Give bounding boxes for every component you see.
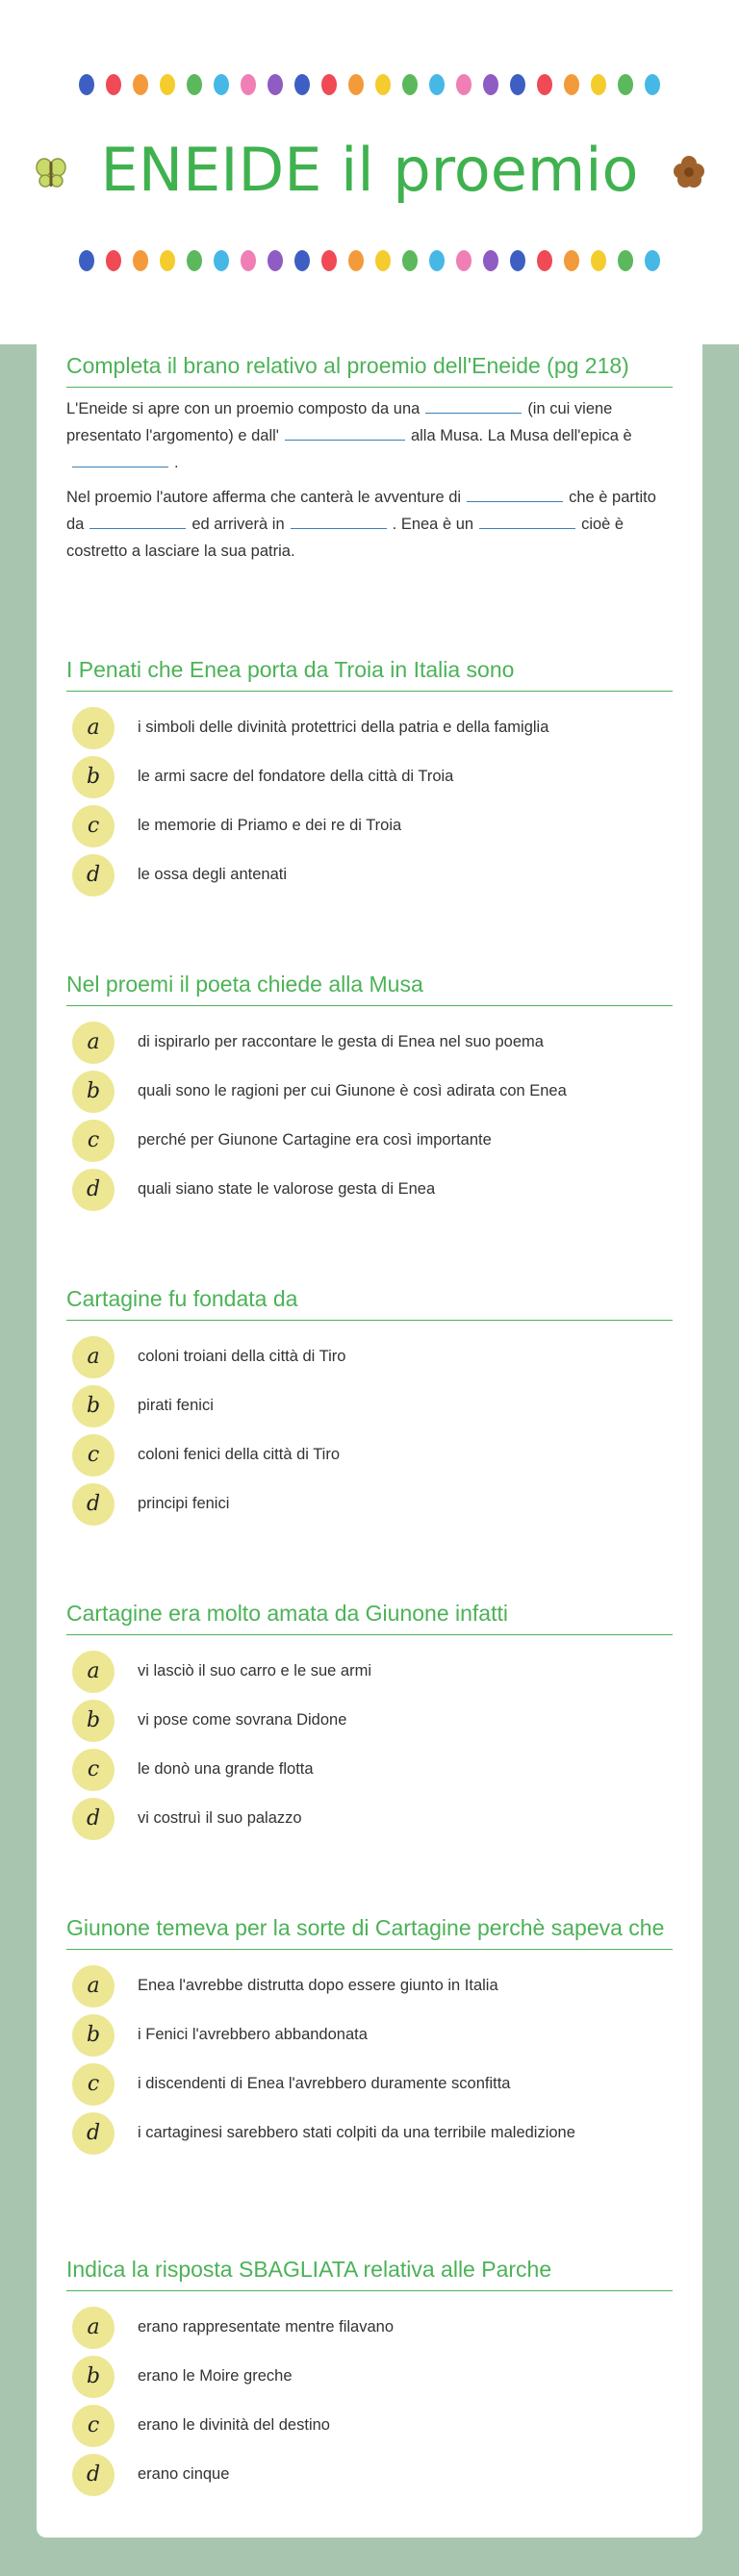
option-a[interactable] <box>66 1018 673 1067</box>
letter-badge: c <box>72 1120 115 1162</box>
option-text: coloni troiani della città di Tiro <box>138 1348 346 1365</box>
dot-decoration <box>321 74 337 95</box>
dot-decoration <box>160 250 175 271</box>
option-b[interactable] <box>66 1381 673 1430</box>
question-penati <box>66 656 673 899</box>
dot-decoration <box>241 250 256 271</box>
letter-badge: c <box>72 1749 115 1791</box>
fill-in-paragraph-1 <box>66 395 673 476</box>
option-text: quali sono le ragioni per cui Giunone è così adirata con Enea <box>138 1082 567 1099</box>
dot-decoration <box>456 74 471 95</box>
option-text: le donò una grande flotta <box>138 1760 314 1778</box>
option-a[interactable] <box>66 703 673 752</box>
dot-decoration <box>348 74 364 95</box>
dot-decoration <box>79 250 94 271</box>
option-c[interactable] <box>66 1430 673 1479</box>
option-a[interactable] <box>66 1961 673 2010</box>
dot-decoration <box>375 74 391 95</box>
dot-decoration <box>375 250 391 271</box>
blank-field[interactable] <box>285 423 405 441</box>
text-fragment: . Enea è un <box>392 516 474 533</box>
letter-badge: a <box>72 1651 115 1693</box>
dot-decoration <box>321 250 337 271</box>
dot-decoration <box>429 74 445 95</box>
dot-decoration <box>241 74 256 95</box>
option-d[interactable] <box>66 850 673 899</box>
text-fragment: L'Eneide si apre con un proemio composto da una <box>66 400 420 417</box>
option-text: vi pose come sovrana Didone <box>138 1711 347 1729</box>
section-fill-in <box>66 348 673 565</box>
page-title: ENEIDE il proemio <box>100 135 639 205</box>
option-d[interactable] <box>66 2109 673 2158</box>
option-text: i Fenici l'avrebbero abbandonata <box>138 2026 368 2043</box>
letter-badge: d <box>72 2454 115 2496</box>
blank-field[interactable] <box>89 512 186 529</box>
option-a[interactable] <box>66 1332 673 1381</box>
question-title: Giunone temeva per la sorte di Cartagine perchè sapeva che <box>66 1914 673 1950</box>
letter-badge: b <box>72 2014 115 2057</box>
option-b[interactable] <box>66 1067 673 1116</box>
option-text: le memorie di Priamo e dei re di Troia <box>138 817 402 834</box>
option-text: i simboli delle divinità protettrici della patria e della famiglia <box>138 719 549 736</box>
dot-decoration <box>348 250 364 271</box>
option-text: i discendenti di Enea l'avrebbero duramente sconfitta <box>138 2075 511 2092</box>
option-text: erano le divinità del destino <box>138 2416 330 2434</box>
dot-decoration <box>591 74 606 95</box>
dot-decoration <box>537 74 552 95</box>
question-title: Cartagine era molto amata da Giunone infatti <box>66 1600 673 1635</box>
option-text: pirati fenici <box>138 1397 214 1414</box>
question-parche <box>66 2256 673 2499</box>
option-text: i cartaginesi sarebbero stati colpiti da una terribile maledizione <box>138 2124 575 2141</box>
dot-decoration <box>510 250 525 271</box>
option-text: erano rappresentate mentre filavano <box>138 2318 394 2336</box>
option-c[interactable] <box>66 2401 673 2450</box>
text-fragment: ed arriverà in <box>191 516 285 533</box>
question-title: I Penati che Enea porta da Troia in Italia sono <box>66 656 673 692</box>
dot-decoration <box>591 250 606 271</box>
worksheet-card <box>37 344 702 2538</box>
option-d[interactable] <box>66 2450 673 2499</box>
option-c[interactable] <box>66 2059 673 2109</box>
options-list <box>66 1018 673 1214</box>
option-d[interactable] <box>66 1794 673 1843</box>
letter-badge: a <box>72 707 115 749</box>
option-d[interactable] <box>66 1479 673 1528</box>
letter-badge: b <box>72 1071 115 1113</box>
letter-badge: d <box>72 1483 115 1526</box>
fill-in-paragraph-2 <box>66 484 673 565</box>
option-text: principi fenici <box>138 1495 230 1512</box>
option-text: vi costruì il suo palazzo <box>138 1809 302 1827</box>
letter-badge: c <box>72 2063 115 2106</box>
dot-decoration <box>645 250 660 271</box>
text-fragment: Nel proemio l'autore afferma che canterà le avventure di <box>66 489 462 506</box>
dot-decoration <box>133 74 148 95</box>
question-title: Cartagine fu fondata da <box>66 1285 673 1321</box>
option-text: coloni fenici della città di Tiro <box>138 1446 341 1463</box>
option-text: Enea l'avrebbe distrutta dopo essere giunto in Italia <box>138 1977 498 1994</box>
letter-badge: d <box>72 854 115 897</box>
dot-decoration <box>268 74 283 95</box>
question-cartagine-fondata <box>66 1285 673 1528</box>
option-text: le ossa degli antenati <box>138 866 288 883</box>
dot-decoration <box>214 250 229 271</box>
option-text: di ispirarlo per raccontare le gesta di Enea nel suo poema <box>138 1033 544 1050</box>
letter-badge: c <box>72 2405 115 2447</box>
dot-decoration <box>510 74 525 95</box>
letter-badge: b <box>72 756 115 798</box>
dot-decoration <box>187 250 202 271</box>
option-a[interactable] <box>66 2303 673 2352</box>
text-fragment: (in cui viene presentato l'argomento) e dall' <box>66 400 613 444</box>
header <box>0 0 739 344</box>
letter-badge: b <box>72 2356 115 2398</box>
question-giunone-temeva <box>66 1914 673 2158</box>
blank-field[interactable] <box>72 450 168 467</box>
option-text: erano le Moire greche <box>138 2367 293 2385</box>
blank-field[interactable] <box>291 512 387 529</box>
question-musa <box>66 971 673 1214</box>
dot-decoration <box>133 250 148 271</box>
letter-badge: a <box>72 2307 115 2349</box>
options-list <box>66 2303 673 2499</box>
dot-decoration <box>429 250 445 271</box>
letter-badge: a <box>72 1965 115 2008</box>
letter-badge: c <box>72 805 115 847</box>
dot-decoration <box>483 250 498 271</box>
option-text: perché per Giunone Cartagine era così importante <box>138 1131 492 1149</box>
decorative-dots-bottom <box>79 249 660 272</box>
option-b[interactable] <box>66 1696 673 1745</box>
letter-badge: d <box>72 1798 115 1840</box>
dot-decoration <box>160 74 175 95</box>
dot-decoration <box>618 250 633 271</box>
dot-decoration <box>618 74 633 95</box>
letter-badge: b <box>72 1385 115 1427</box>
question-cartagine-amata <box>66 1600 673 1843</box>
blank-field[interactable] <box>425 396 522 414</box>
dot-decoration <box>106 250 121 271</box>
question-title: Indica la risposta SBAGLIATA relativa alle Parche <box>66 2256 673 2291</box>
options-list <box>66 703 673 899</box>
question-title: Nel proemi il poeta chiede alla Musa <box>66 971 673 1006</box>
dot-decoration <box>456 250 471 271</box>
letter-badge: d <box>72 1169 115 1211</box>
options-list <box>66 1961 673 2158</box>
option-c[interactable] <box>66 1116 673 1165</box>
option-b[interactable] <box>66 752 673 801</box>
option-c[interactable] <box>66 1745 673 1794</box>
letter-badge: a <box>72 1022 115 1064</box>
text-fragment: che è partito da <box>66 489 656 533</box>
letter-badge: d <box>72 2112 115 2155</box>
dot-decoration <box>106 74 121 95</box>
option-d[interactable] <box>66 1165 673 1214</box>
text-fragment: . <box>174 454 179 471</box>
letter-badge: b <box>72 1700 115 1742</box>
dot-decoration <box>79 74 94 95</box>
option-b[interactable] <box>66 2010 673 2059</box>
dot-decoration <box>294 250 310 271</box>
flower-icon <box>674 152 704 190</box>
dot-decoration <box>564 74 579 95</box>
dot-decoration <box>402 250 418 271</box>
option-c[interactable] <box>66 801 673 850</box>
option-a[interactable] <box>66 1647 673 1696</box>
blank-field[interactable] <box>467 485 563 502</box>
option-text: vi lasciò il suo carro e le sue armi <box>138 1662 372 1679</box>
option-text: le armi sacre del fondatore della città di Troia <box>138 768 454 785</box>
options-list <box>66 1647 673 1843</box>
dot-decoration <box>214 74 229 95</box>
dot-decoration <box>564 250 579 271</box>
blank-field[interactable] <box>479 512 575 529</box>
dot-decoration <box>268 250 283 271</box>
text-fragment: cioè è costretto a lasciare la sua patria. <box>66 516 624 560</box>
option-text: quali siano state le valorose gesta di Enea <box>138 1180 436 1198</box>
dot-decoration <box>537 250 552 271</box>
dot-decoration <box>645 74 660 95</box>
option-text: erano cinque <box>138 2465 230 2483</box>
option-b[interactable] <box>66 2352 673 2401</box>
decorative-dots-top <box>79 73 660 96</box>
options-list <box>66 1332 673 1528</box>
dot-decoration <box>294 74 310 95</box>
dot-decoration <box>483 74 498 95</box>
dot-decoration <box>187 74 202 95</box>
section-title: Completa il brano relativo al proemio dell'Eneide (pg 218) <box>66 348 673 388</box>
letter-badge: a <box>72 1336 115 1378</box>
letter-badge: c <box>72 1434 115 1477</box>
dot-decoration <box>402 74 418 95</box>
text-fragment: alla Musa. La Musa dell'epica è <box>410 427 632 444</box>
